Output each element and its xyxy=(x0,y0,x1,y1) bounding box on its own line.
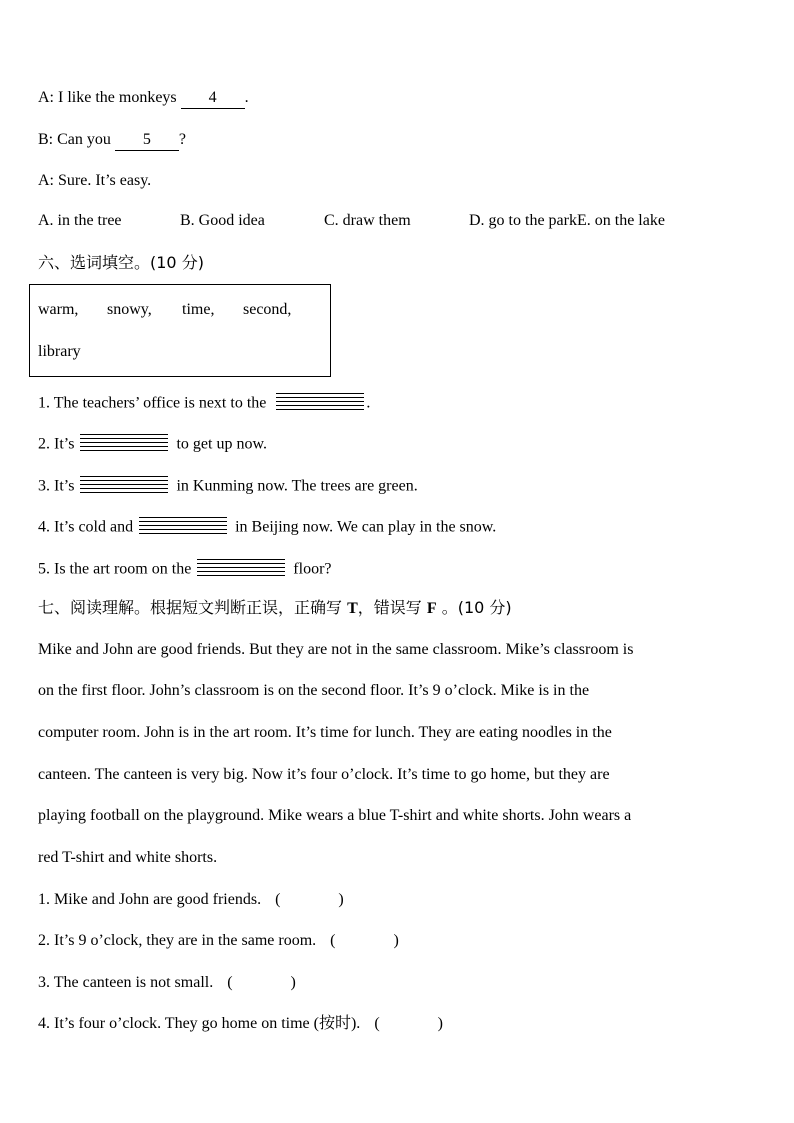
passage-line: Mike and John are good friends. But they are not in the same classroom. Mike’s classroom is xyxy=(38,641,634,658)
question-1: 1. Mike and John are good friends. ( ) xyxy=(38,891,344,908)
question-2: 2. It’s 9 o’clock, they are in the same room. ( ) xyxy=(38,932,399,949)
answer-paren-3[interactable]: ( ) xyxy=(227,974,296,991)
fill-item-4: 4. It’s cold and in Beijing now. We can play in the snow. xyxy=(38,517,496,539)
question-4: 4. It’s four o’clock. They go home on time (按时). ( ) xyxy=(38,1015,443,1032)
word-library: library xyxy=(38,343,81,360)
option-a: A. in the tree xyxy=(38,212,122,229)
answer-paren-1[interactable]: ( ) xyxy=(275,891,344,908)
word-snowy: snowy, xyxy=(107,301,152,318)
option-d-e: D. go to the parkE. on the lake xyxy=(469,212,665,229)
dialogue-line-1: A: I like the monkeys 4 . xyxy=(38,88,249,109)
word-warm: warm, xyxy=(38,301,79,318)
answer-blank-5[interactable]: 5 xyxy=(115,130,179,151)
word-bank-box xyxy=(29,284,331,377)
fill-item-5: 5. Is the art room on the floor? xyxy=(38,559,332,581)
passage-line: red T-shirt and white shorts. xyxy=(38,849,218,866)
question-3: 3. The canteen is not small. ( ) xyxy=(38,974,296,991)
fill-item-2: 2. It’s to get up now. xyxy=(38,434,267,456)
section6-title: 六、选词填空。(10 分) xyxy=(38,253,204,272)
passage-line: canteen. The canteen is very big. Now it’s four o’clock. It’s time to go home, but they are xyxy=(38,766,610,783)
answer-blank-4[interactable]: 4 xyxy=(181,88,245,109)
fill-blank-3[interactable] xyxy=(80,476,168,498)
passage-line: playing football on the playground. Mike wears a blue T-shirt and white shorts. John wears a xyxy=(38,807,632,824)
option-c: C. draw them xyxy=(324,212,411,229)
passage-line: on the first floor. John’s classroom is on the second floor. It’s 9 o’clock. Mike is in the xyxy=(38,682,590,699)
dialogue-line-3: A: Sure. It’s easy. xyxy=(38,172,152,189)
fill-item-3: 3. It’s in Kunming now. The trees are green. xyxy=(38,476,418,498)
answer-paren-4[interactable]: ( ) xyxy=(374,1015,443,1032)
fill-blank-5[interactable] xyxy=(197,559,285,581)
fill-blank-2[interactable] xyxy=(80,434,168,456)
dialogue-line-2: B: Can you 5 ? xyxy=(38,130,186,151)
word-second: second, xyxy=(243,301,292,318)
fill-item-1: 1. The teachers’ office is next to the . xyxy=(38,393,370,415)
option-b: B. Good idea xyxy=(180,212,265,229)
passage-line: computer room. John is in the art room. It’s time for lunch. They are eating noodles in the xyxy=(38,724,612,741)
answer-paren-2[interactable]: ( ) xyxy=(330,932,399,949)
section7-title: 七、阅读理解。根据短文判断正误，正确写 T，错误写 F 。(10 分) xyxy=(38,598,512,617)
fill-blank-4[interactable] xyxy=(139,517,227,539)
word-time: time, xyxy=(182,301,215,318)
fill-blank-1[interactable] xyxy=(276,393,364,415)
